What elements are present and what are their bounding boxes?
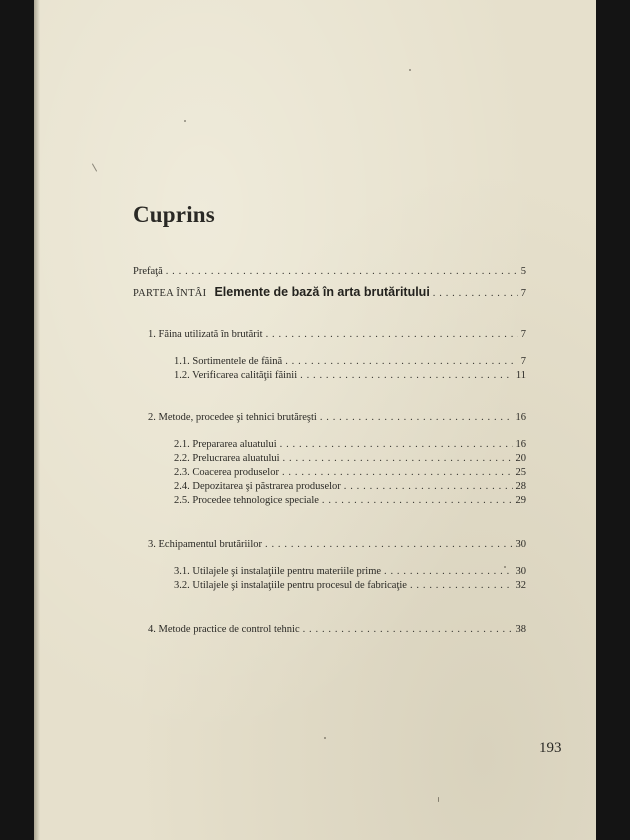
toc-entry-s2-4 bbox=[174, 480, 526, 494]
paper-speck bbox=[409, 69, 411, 71]
toc-entry-s2-5 bbox=[174, 494, 526, 508]
toc-entry-page: 38 bbox=[515, 624, 526, 635]
toc-title: Cuprins bbox=[133, 202, 215, 227]
toc-entry-label: 2. Metode, procedee şi tehnici brutăreşti bbox=[148, 412, 317, 423]
leader-dots bbox=[384, 565, 512, 579]
toc-entry-ch3 bbox=[148, 538, 526, 552]
toc-entry-s3-1 bbox=[174, 565, 526, 579]
page-number: 193 bbox=[539, 740, 562, 756]
toc-entry-part1 bbox=[133, 284, 526, 300]
leader-dots bbox=[265, 538, 512, 552]
toc-entry-page: 20 bbox=[515, 453, 526, 464]
toc-entry-page: 30 bbox=[515, 539, 526, 550]
part-title: Elemente de bază în arta brutăritului bbox=[214, 285, 430, 299]
toc-entry-page: 16 bbox=[515, 439, 526, 450]
leader-dots bbox=[300, 369, 513, 383]
leader-dots bbox=[283, 452, 513, 466]
toc-entry-page: 7 bbox=[520, 356, 526, 367]
toc-entry-s2-2 bbox=[174, 452, 526, 466]
leader-dots bbox=[433, 286, 518, 302]
toc-entry-label: Prefaţă bbox=[133, 266, 163, 277]
toc-entry-label: 2.3. Coacerea produselor bbox=[174, 467, 279, 478]
toc-entry-label: 3.1. Utilajele şi instalaţiile pentru materiile prime bbox=[174, 566, 382, 577]
toc-entry-prefata bbox=[133, 265, 526, 279]
toc-entry-page: 32 bbox=[515, 580, 526, 591]
toc-entry-page: 30 bbox=[515, 566, 526, 577]
toc-entry-s1-1 bbox=[174, 355, 526, 369]
leader-dots bbox=[282, 466, 513, 480]
book-page bbox=[34, 0, 596, 840]
leader-dots bbox=[166, 265, 518, 279]
leader-dots bbox=[303, 623, 513, 637]
leader-dots bbox=[285, 355, 518, 369]
toc-entry-page: 5 bbox=[520, 266, 526, 277]
toc-entry-label: 1. Făina utilizată în brutărit bbox=[148, 329, 263, 340]
toc-entry-page: 28 bbox=[515, 481, 526, 492]
toc-entry-label: 1.2. Verificarea calităţii făinii bbox=[174, 370, 298, 381]
leader-dots bbox=[280, 438, 513, 452]
toc-entry-s1-2 bbox=[174, 369, 526, 383]
toc-entry-page: 16 bbox=[515, 412, 526, 423]
leader-dots bbox=[266, 328, 518, 342]
toc-entry-s3-2 bbox=[174, 579, 526, 593]
toc-entry-page: 25 bbox=[515, 467, 526, 478]
part-label: PARTEA ÎNTÂI bbox=[133, 288, 207, 299]
toc-entry-label: 4. Metode practice de control tehnic bbox=[148, 624, 300, 635]
toc-entry-label: 2.2. Prelucrarea aluatului bbox=[174, 453, 280, 464]
toc-entry-ch4 bbox=[148, 623, 526, 637]
toc-entry-page: 7 bbox=[520, 329, 526, 340]
toc-entry-label: 1.1. Sortimentele de făină bbox=[174, 356, 283, 367]
paper-speck bbox=[438, 797, 439, 802]
toc-entry-label: 3.2. Utilajele şi instalaţiile pentru procesul de fabricaţie bbox=[174, 580, 407, 591]
leader-dots bbox=[410, 579, 513, 593]
toc-entry-page: 29 bbox=[515, 495, 526, 506]
paper-speck bbox=[184, 120, 186, 122]
toc-entry-label: 3. Echipamentul brutăriilor bbox=[148, 539, 263, 550]
leader-dots bbox=[322, 494, 513, 508]
paper-speck bbox=[504, 566, 506, 568]
toc-entry-page: 7 bbox=[520, 288, 526, 299]
toc-entry-ch1 bbox=[148, 328, 526, 342]
toc-entry-ch2 bbox=[148, 411, 526, 425]
page-edge-shadow bbox=[34, 0, 40, 840]
paper-speck bbox=[324, 737, 326, 739]
paper-speck bbox=[92, 163, 97, 171]
toc-entry-label: 2.4. Depozitarea şi păstrarea produselor bbox=[174, 481, 341, 492]
toc-entry-s2-1 bbox=[174, 438, 526, 452]
toc-entry-label: 2.1. Prepararea aluatului bbox=[174, 439, 277, 450]
toc-entry-s2-3 bbox=[174, 466, 526, 480]
toc-entry-page: 11 bbox=[515, 370, 526, 381]
toc-entry-label: 2.5. Procedee tehnologice speciale bbox=[174, 495, 319, 506]
leader-dots bbox=[344, 480, 513, 494]
leader-dots bbox=[320, 411, 513, 425]
